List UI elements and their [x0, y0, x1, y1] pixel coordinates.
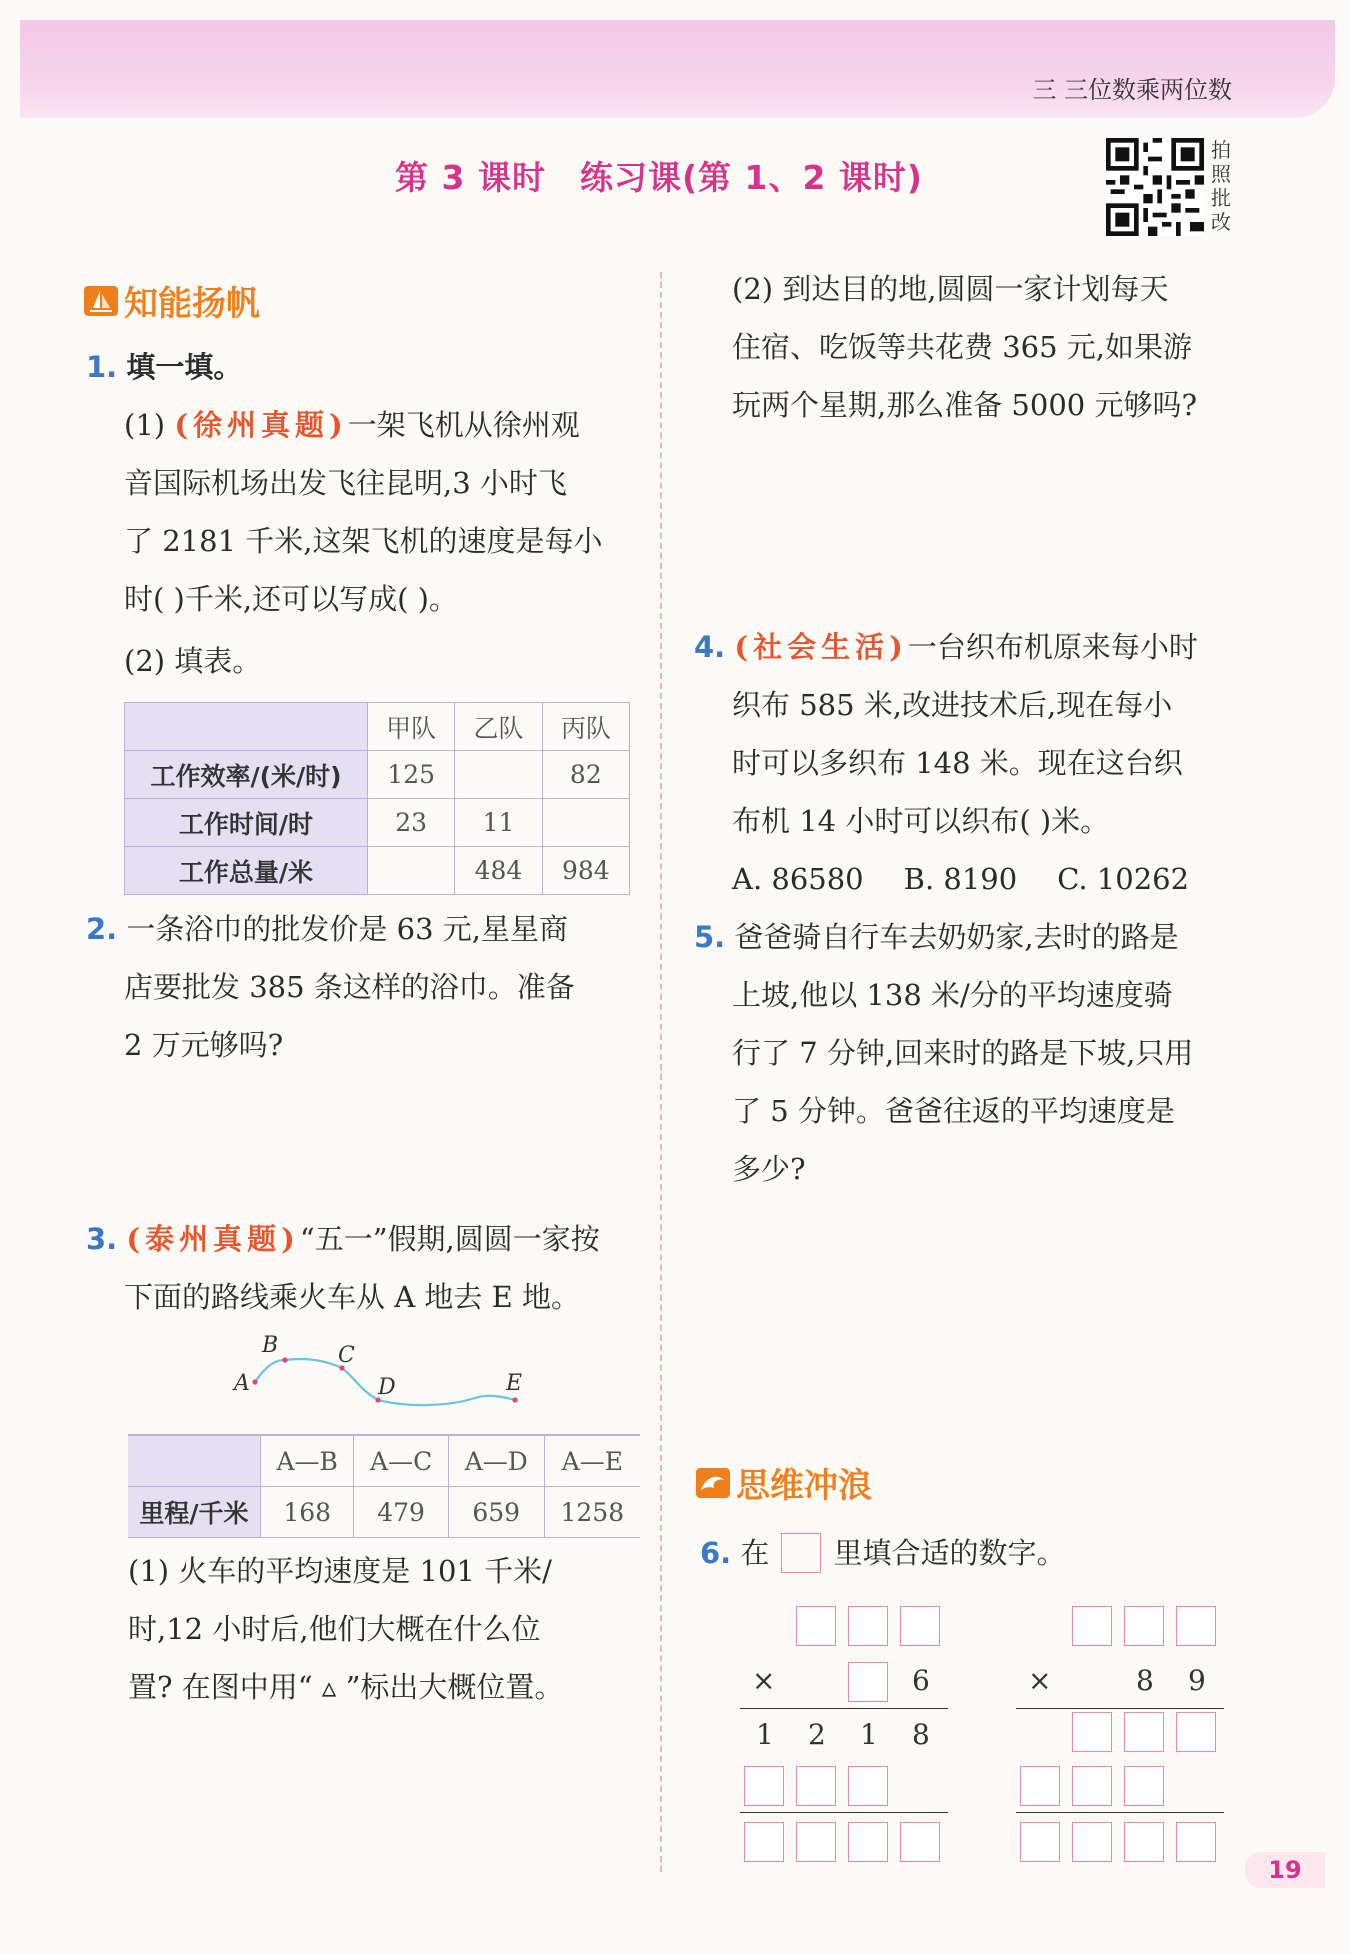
route-label-b: B [262, 1333, 279, 1358]
table-row-header: 工作效率/(米/时) [125, 751, 368, 799]
digit-box[interactable] [1124, 1712, 1164, 1752]
q1-p1-prefix: (1) [124, 408, 166, 442]
q4-option-c[interactable]: C. 10262 [1057, 862, 1190, 896]
section-thinking [696, 1458, 872, 1507]
q1-p1-text-c: 了 2181 千米,这架飞机的速度是每小 [124, 524, 603, 558]
table-row [125, 799, 630, 847]
q3-block [86, 1210, 646, 1326]
q4-line: 一台织布机原来每小时 [907, 630, 1198, 664]
q3-p1-line: 时,12 小时后,他们大概在什么位 [128, 1612, 541, 1646]
q3-p1-line: (1) 火车的平均速度是 101 千米/ [128, 1554, 552, 1588]
table-col-header: 甲队 [368, 703, 455, 751]
route-label-a: A [234, 1371, 250, 1396]
digit-box[interactable] [848, 1606, 888, 1646]
digit-box[interactable] [1072, 1766, 1112, 1806]
q3-p2-line: 玩两个星期,那么准备 5000 元够吗? [732, 388, 1198, 422]
table-cell: 984 [542, 847, 629, 895]
table-row [128, 1487, 640, 1538]
partial-digit: 1 [756, 1718, 774, 1751]
q5-block [694, 908, 1254, 1198]
route-label-e: E [506, 1371, 523, 1396]
q3-p2-line: 住宿、吃饭等共花费 365 元,如果游 [732, 330, 1193, 364]
q1-part2: (2) 填表。 [124, 644, 262, 678]
table-corner [125, 703, 368, 751]
digit-box[interactable] [1124, 1822, 1164, 1862]
lesson-number: 第 3 课时 [395, 158, 546, 197]
route-label-d: D [378, 1375, 396, 1400]
q5-number: 5. [694, 920, 726, 954]
digit-box[interactable] [848, 1822, 888, 1862]
section-knowledge [84, 276, 260, 325]
digit-box[interactable] [1176, 1822, 1216, 1862]
table-cell-blank[interactable] [542, 799, 629, 847]
section-knowledge-label: 知能扬帆 [124, 284, 260, 324]
q5-line: 爸爸骑自行车去奶奶家,去时的路是 [734, 920, 1179, 954]
digit-box[interactable] [796, 1822, 836, 1862]
table-row [125, 847, 630, 895]
q3-table [128, 1434, 640, 1538]
route-point-a [252, 1379, 257, 1384]
route-point-e [512, 1397, 517, 1402]
q2-block [86, 900, 646, 1074]
table-cell: 125 [368, 751, 455, 799]
digit-box[interactable] [796, 1766, 836, 1806]
digit-box[interactable] [900, 1822, 940, 1862]
q1-p1-text-d[interactable]: 时( )千米,还可以写成( )。 [124, 582, 458, 616]
q6-text-a: 在 [740, 1536, 770, 1570]
q1-table [124, 702, 630, 895]
table-cell: 23 [368, 799, 455, 847]
route-diagram [220, 1330, 540, 1416]
lesson-name: 练习课(第 1、2 课时) [579, 158, 924, 197]
times-sign: × [752, 1664, 776, 1697]
qr-code-icon[interactable] [1106, 138, 1204, 236]
q4-line: 织布 585 米,改进技术后,现在每小 [732, 688, 1173, 722]
table-row-header: 里程/千米 [128, 1487, 261, 1538]
q6-number: 6. [700, 1536, 732, 1570]
multiplier-digit: 8 [1136, 1664, 1154, 1697]
table-col-header: 丙队 [542, 703, 629, 751]
qr-label: 拍照批改 [1211, 138, 1231, 234]
q4-option-b[interactable]: B. 8190 [903, 862, 1018, 896]
q2-line: 2 万元够吗? [124, 1028, 284, 1062]
q4-line[interactable]: 布机 14 小时可以织布( )米。 [732, 804, 1110, 838]
q5-line: 行了 7 分钟,回来时的路是下坡,只用 [732, 1036, 1194, 1070]
table-col-header: A—B [261, 1435, 354, 1487]
table-cell: 1258 [544, 1487, 640, 1538]
table-row-header: 工作时间/时 [125, 799, 368, 847]
partial-digit: 2 [808, 1718, 826, 1751]
q4-block [694, 618, 1254, 908]
table-col-header: A—D [448, 1435, 544, 1487]
q1-number: 1. [86, 350, 118, 384]
q3-line2: 下面的路线乘火车从 A 地去 E 地。 [124, 1280, 580, 1314]
q6-heading [700, 1524, 1065, 1582]
digit-box[interactable] [848, 1662, 888, 1702]
q4-number: 4. [694, 630, 726, 664]
q6-text-b: 里填合适的数字。 [833, 1536, 1066, 1570]
q3-p1-line: 置? 在图中用“ ▵ ”标出大概位置。 [128, 1670, 564, 1704]
column-divider [660, 272, 662, 1872]
wave-icon [696, 1468, 730, 1498]
table-cell: 168 [261, 1487, 354, 1538]
q3-tag: (泰州真题) [126, 1222, 300, 1256]
digit-box[interactable] [1020, 1766, 1060, 1806]
q1-p1-tag: (徐州真题) [174, 408, 348, 442]
sample-box [781, 1533, 821, 1573]
digit-box[interactable] [1176, 1712, 1216, 1752]
digit-box[interactable] [1176, 1606, 1216, 1646]
q3-part1 [128, 1542, 648, 1716]
digit-box[interactable] [1124, 1606, 1164, 1646]
route-label-c: C [338, 1343, 355, 1368]
multiplier-digit: 6 [912, 1664, 930, 1697]
q3-number: 3. [86, 1222, 118, 1256]
multiplier-digit: 9 [1188, 1664, 1206, 1697]
table-row [125, 751, 630, 799]
table-cell-blank[interactable] [368, 847, 455, 895]
table-cell-blank[interactable] [455, 751, 542, 799]
partial-digit: 8 [912, 1718, 930, 1751]
q1-p1-text-b: 音国际机场出发飞往昆明,3 小时飞 [124, 466, 567, 500]
q4-options [694, 850, 1254, 908]
q1-heading [86, 338, 242, 396]
q4-tag: (社会生活) [734, 630, 908, 664]
sailboat-icon [84, 286, 118, 316]
q1-part1 [124, 396, 644, 628]
digit-box[interactable] [1020, 1822, 1060, 1862]
digit-box[interactable] [1072, 1606, 1112, 1646]
q1-title: 填一填。 [126, 350, 243, 384]
table-header-row [125, 703, 630, 751]
section-thinking-label: 思维冲浪 [736, 1466, 872, 1506]
digit-box[interactable] [848, 1766, 888, 1806]
page-title [395, 152, 923, 199]
partial-digit: 1 [860, 1718, 878, 1751]
digit-box[interactable] [1072, 1822, 1112, 1862]
q3-line1: “五一”假期,圆圆一家按 [299, 1222, 600, 1256]
table-cell: 659 [448, 1487, 544, 1538]
digit-box[interactable] [1072, 1712, 1112, 1752]
table-header-row [128, 1435, 640, 1487]
digit-box[interactable] [900, 1606, 940, 1646]
rule-line [1016, 1812, 1224, 1813]
table-cell: 479 [354, 1487, 448, 1538]
q2-line: 一条浴巾的批发价是 63 元,星星商 [126, 912, 568, 946]
rule-line [740, 1812, 948, 1813]
table-cell: 11 [455, 799, 542, 847]
digit-box[interactable] [796, 1606, 836, 1646]
table-corner [128, 1435, 261, 1487]
digit-box[interactable] [1124, 1766, 1164, 1806]
table-col-header: A—C [354, 1435, 448, 1487]
q5-line: 了 5 分钟。爸爸往返的平均速度是 [732, 1094, 1175, 1128]
table-cell: 82 [542, 751, 629, 799]
table-col-header: A—E [544, 1435, 640, 1487]
table-cell: 484 [455, 847, 542, 895]
times-sign: × [1028, 1664, 1052, 1697]
page-number: 19 [1245, 1852, 1325, 1888]
q2-line: 店要批发 385 条这样的浴巾。准备 [124, 970, 575, 1004]
route-point-b [282, 1357, 287, 1362]
q4-option-a[interactable]: A. 86580 [732, 862, 864, 896]
table-col-header: 乙队 [455, 703, 542, 751]
rule-line [1016, 1708, 1224, 1709]
rule-line [740, 1708, 948, 1709]
q5-line: 上坡,他以 138 米/分的平均速度骑 [732, 978, 1173, 1012]
digit-box[interactable] [744, 1822, 784, 1862]
chapter-label: 三 三位数乘两位数 [1032, 76, 1232, 104]
q2-number: 2. [86, 912, 118, 946]
q1-p1-text-a: 一架飞机从徐州观 [347, 408, 580, 442]
q4-line: 时可以多织布 148 米。现在这台织 [732, 746, 1183, 780]
table-row-header: 工作总量/米 [125, 847, 368, 895]
q3-p2-line: (2) 到达目的地,圆圆一家计划每天 [732, 272, 1169, 306]
digit-box[interactable] [744, 1766, 784, 1806]
q3-part2 [732, 260, 1252, 434]
q5-line: 多少? [732, 1152, 806, 1186]
